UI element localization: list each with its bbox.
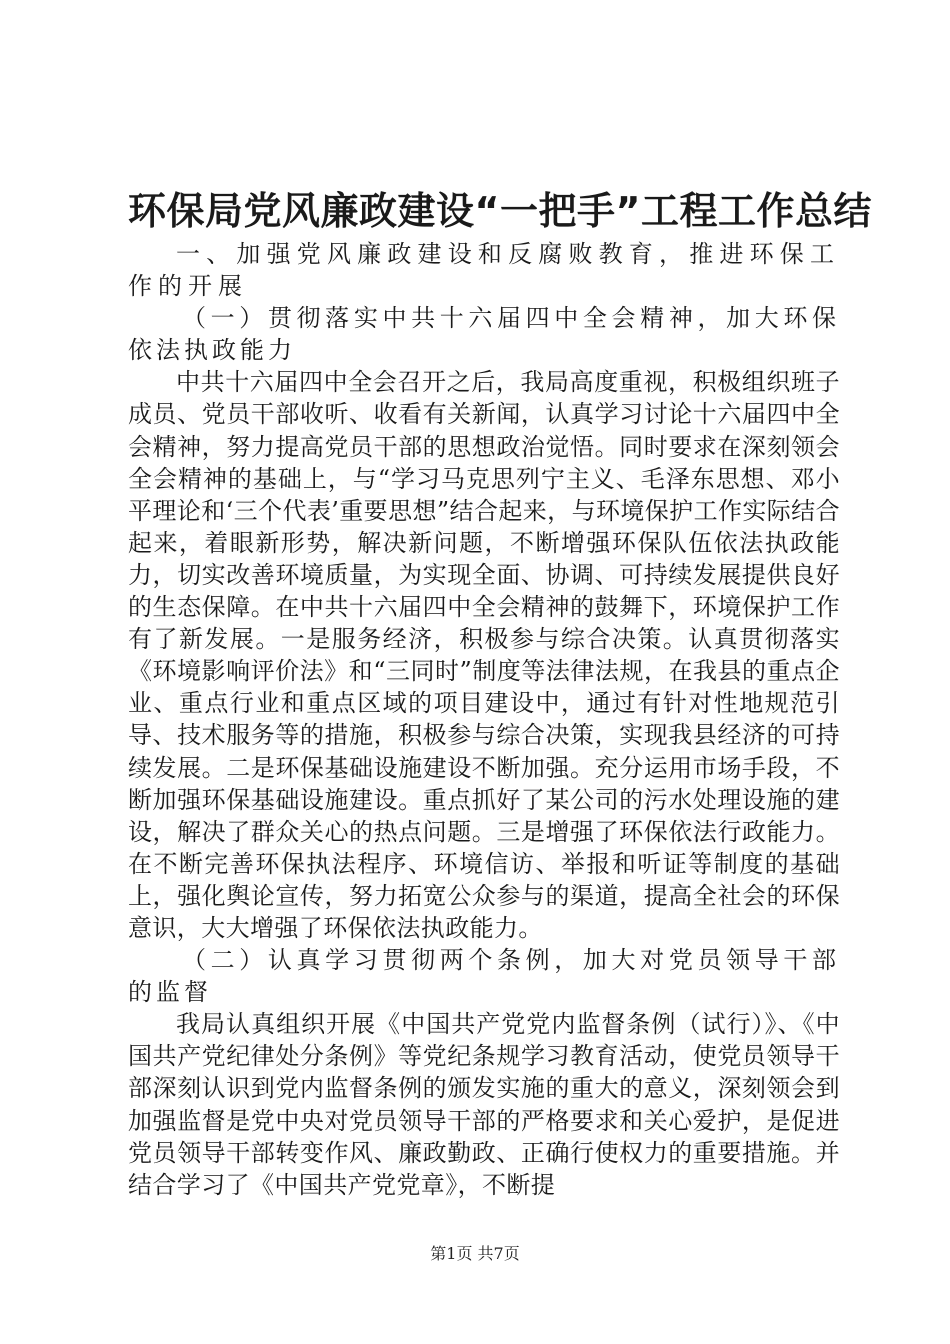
subsection-heading-1: （一）贯彻落实中共十六届四中全会精神，加大环保依法执政能力: [128, 304, 840, 365]
page-number-footer: 第1页 共7页: [430, 1244, 520, 1263]
document-body: [128, 238, 840, 1201]
section-heading-1: 一、加强党风廉政建设和反腐败教育，推进环保工作的开展: [128, 240, 840, 301]
body-paragraph-2: 我局认真组织开展《中国共产党党内监督条例（试行）》、《中国共产党纪律处分条例》等党纪条规学习教育活动，使党员领导干部深刻认识到党内监督条例的颁发实施的重大的意义，深刻领会到加强监督是党中央对党员领导干部的严格要求和关心爱护，是促进党员领导干部转变作风、廉政勤政、正确行使权力的重要措施。并结合学习了《中国共产党党章》，不断提: [128, 1010, 840, 1199]
subsection-heading-2: （二）认真学习贯彻两个条例，加大对党员领导干部的监督: [128, 946, 840, 1007]
body-paragraph-1: 中共十六届四中全会召开之后，我局高度重视，积极组织班子成员、党员干部收听、收看有关新闻，认真学习讨论十六届四中全会精神，努力提高党员干部的思想政治觉悟。同时要求在深刻领会全会精神的基础上，与“学习马克思列宁主义、毛泽东思想、邓小平理论和‘三个代表’重要思想”结合起来，与环境保护工作实际结合起来，着眼新形势，解决新问题，不断增强环保队伍依法执政能力，切实改善环境质量，为实现全面、协调、可持续发展提供良好的生态保障。在中共十六届四中全会精神的鼓舞下，环境保护工作有了新发展。一是服务经济，积极参与综合决策。认真贯彻落实《环境影响评价法》和“三同时”制度等法律法规，在我县的重点企业、重点行业和重点区域的项目建设中，通过有针对性地规范引导、技术服务等的措施，积极参与综合决策，实现我县经济的可持续发展。二是环保基础设施建设不断加强。充分运用市场手段，不断加强环保基础设施建设。重点抓好了某公司的污水处理设施的建设，解决了群众关心的热点问题。三是增强了环保依法行政能力。在不断完善环保执法程序、环境信访、举报和听证等制度的基础上，强化舆论宣传，努力拓宽公众参与的渠道，提高全社会的环保意识，大大增强了环保依法执政能力。: [128, 368, 840, 942]
document-title: 环保局党风廉政建设“一把手”工程工作总结: [128, 189, 872, 233]
